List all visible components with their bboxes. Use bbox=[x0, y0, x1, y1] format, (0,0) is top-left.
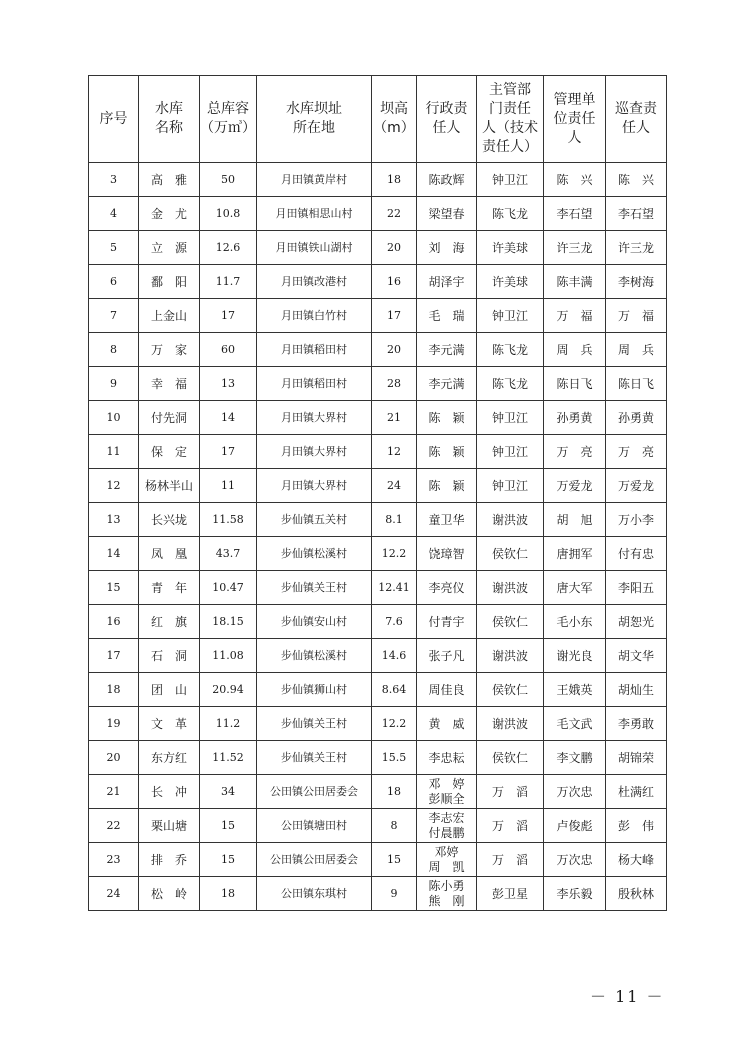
cell-total-capacity: 11.52 bbox=[200, 741, 257, 775]
cell-dept-responsible: 彭卫星 bbox=[477, 877, 544, 911]
cell-no: 6 bbox=[89, 265, 139, 299]
cell-patrol-responsible: 李勇敢 bbox=[606, 707, 667, 741]
cell-total-capacity: 13 bbox=[200, 367, 257, 401]
cell-reservoir-name: 石 洞 bbox=[139, 639, 200, 673]
cell-total-capacity: 12.6 bbox=[200, 231, 257, 265]
cell-total-capacity: 50 bbox=[200, 163, 257, 197]
cell-dept-responsible: 陈飞龙 bbox=[477, 367, 544, 401]
cell-dam-height: 28 bbox=[372, 367, 417, 401]
cell-dept-responsible: 侯钦仁 bbox=[477, 605, 544, 639]
cell-dept-responsible: 陈飞龙 bbox=[477, 197, 544, 231]
cell-total-capacity: 17 bbox=[200, 299, 257, 333]
cell-mgmt-responsible: 王娥英 bbox=[544, 673, 606, 707]
cell-no: 23 bbox=[89, 843, 139, 877]
cell-reservoir-name: 长兴垅 bbox=[139, 503, 200, 537]
cell-dam-height: 15.5 bbox=[372, 741, 417, 775]
table-body bbox=[89, 163, 667, 911]
table-row bbox=[89, 673, 667, 707]
cell-total-capacity: 18.15 bbox=[200, 605, 257, 639]
cell-dam-location: 月田镇黄岸村 bbox=[257, 163, 372, 197]
cell-total-capacity: 11.58 bbox=[200, 503, 257, 537]
header-patrol-responsible: 巡查责 任人 bbox=[606, 76, 667, 163]
cell-admin-responsible: 陈 颖 bbox=[417, 401, 477, 435]
cell-mgmt-responsible: 唐拥军 bbox=[544, 537, 606, 571]
cell-dam-location: 公田镇公田居委会 bbox=[257, 843, 372, 877]
cell-dept-responsible: 谢洪波 bbox=[477, 571, 544, 605]
cell-patrol-responsible: 殷秋林 bbox=[606, 877, 667, 911]
cell-patrol-responsible: 万小李 bbox=[606, 503, 667, 537]
header-dam-height: 坝高 （m） bbox=[372, 76, 417, 163]
cell-dept-responsible: 钟卫江 bbox=[477, 163, 544, 197]
cell-dam-height: 12.2 bbox=[372, 537, 417, 571]
cell-reservoir-name: 凤 凰 bbox=[139, 537, 200, 571]
cell-reservoir-name: 高 雅 bbox=[139, 163, 200, 197]
cell-dam-location: 月田镇白竹村 bbox=[257, 299, 372, 333]
cell-dam-location: 步仙镇关王村 bbox=[257, 741, 372, 775]
cell-dept-responsible: 侯钦仁 bbox=[477, 673, 544, 707]
cell-admin-responsible: 梁望春 bbox=[417, 197, 477, 231]
cell-dam-height: 24 bbox=[372, 469, 417, 503]
person-name-line: 邓 婷 bbox=[428, 776, 465, 791]
table-row bbox=[89, 163, 667, 197]
cell-no: 22 bbox=[89, 809, 139, 843]
cell-patrol-responsible: 陈日飞 bbox=[606, 367, 667, 401]
cell-dept-responsible: 钟卫江 bbox=[477, 299, 544, 333]
page-number: － 11 － bbox=[590, 987, 665, 1006]
table-row bbox=[89, 265, 667, 299]
cell-admin-responsible bbox=[417, 775, 477, 809]
header-no: 序号 bbox=[89, 76, 139, 163]
cell-dept-responsible: 钟卫江 bbox=[477, 469, 544, 503]
cell-admin-responsible: 陈政辉 bbox=[417, 163, 477, 197]
cell-dam-location: 月田镇稻田村 bbox=[257, 333, 372, 367]
cell-mgmt-responsible: 万 福 bbox=[544, 299, 606, 333]
cell-patrol-responsible: 胡锦荣 bbox=[606, 741, 667, 775]
cell-patrol-responsible: 万 福 bbox=[606, 299, 667, 333]
table-header-row bbox=[89, 76, 667, 163]
cell-admin-responsible: 童卫华 bbox=[417, 503, 477, 537]
cell-reservoir-name: 保 定 bbox=[139, 435, 200, 469]
cell-mgmt-responsible: 陈丰满 bbox=[544, 265, 606, 299]
header-admin-responsible: 行政责 任人 bbox=[417, 76, 477, 163]
cell-mgmt-responsible: 陈 兴 bbox=[544, 163, 606, 197]
cell-mgmt-responsible: 唐大军 bbox=[544, 571, 606, 605]
cell-dept-responsible: 钟卫江 bbox=[477, 401, 544, 435]
cell-dam-height: 16 bbox=[372, 265, 417, 299]
cell-dam-location: 公田镇公田居委会 bbox=[257, 775, 372, 809]
cell-mgmt-responsible: 陈日飞 bbox=[544, 367, 606, 401]
cell-admin-responsible: 黄 威 bbox=[417, 707, 477, 741]
cell-reservoir-name: 栗山塘 bbox=[139, 809, 200, 843]
cell-total-capacity: 18 bbox=[200, 877, 257, 911]
cell-reservoir-name: 鄱 阳 bbox=[139, 265, 200, 299]
cell-patrol-responsible: 付有忠 bbox=[606, 537, 667, 571]
cell-dam-height: 18 bbox=[372, 775, 417, 809]
cell-dam-height: 22 bbox=[372, 197, 417, 231]
table-row bbox=[89, 435, 667, 469]
cell-dam-height: 20 bbox=[372, 333, 417, 367]
cell-admin-responsible: 李亮仪 bbox=[417, 571, 477, 605]
cell-no: 14 bbox=[89, 537, 139, 571]
cell-dam-height: 12 bbox=[372, 435, 417, 469]
cell-dam-height: 7.6 bbox=[372, 605, 417, 639]
cell-patrol-responsible: 彭 伟 bbox=[606, 809, 667, 843]
header-dam-location: 水库坝址 所在地 bbox=[257, 76, 372, 163]
cell-admin-responsible: 陈 颖 bbox=[417, 469, 477, 503]
cell-no: 13 bbox=[89, 503, 139, 537]
table-row bbox=[89, 367, 667, 401]
cell-total-capacity: 17 bbox=[200, 435, 257, 469]
cell-total-capacity: 11.7 bbox=[200, 265, 257, 299]
cell-dept-responsible: 陈飞龙 bbox=[477, 333, 544, 367]
cell-reservoir-name: 文 革 bbox=[139, 707, 200, 741]
table-row bbox=[89, 299, 667, 333]
cell-reservoir-name: 排 乔 bbox=[139, 843, 200, 877]
person-name-line: 李志宏 bbox=[428, 810, 465, 825]
table-row bbox=[89, 639, 667, 673]
cell-dept-responsible: 谢洪波 bbox=[477, 707, 544, 741]
table-row bbox=[89, 707, 667, 741]
cell-mgmt-responsible: 许三龙 bbox=[544, 231, 606, 265]
cell-patrol-responsible: 杜满红 bbox=[606, 775, 667, 809]
header-dept-responsible: 主管部 门责任 人（技术 责任人） bbox=[477, 76, 544, 163]
header-total-capacity: 总库容 （万㎥） bbox=[200, 76, 257, 163]
header-reservoir-name: 水库 名称 bbox=[139, 76, 200, 163]
cell-dam-location: 月田镇稻田村 bbox=[257, 367, 372, 401]
cell-total-capacity: 20.94 bbox=[200, 673, 257, 707]
cell-dam-height: 20 bbox=[372, 231, 417, 265]
cell-reservoir-name: 杨林半山 bbox=[139, 469, 200, 503]
cell-reservoir-name: 上金山 bbox=[139, 299, 200, 333]
cell-dam-height: 12.41 bbox=[372, 571, 417, 605]
cell-no: 7 bbox=[89, 299, 139, 333]
table-row bbox=[89, 469, 667, 503]
cell-reservoir-name: 幸 福 bbox=[139, 367, 200, 401]
cell-mgmt-responsible: 胡 旭 bbox=[544, 503, 606, 537]
cell-dam-height: 14.6 bbox=[372, 639, 417, 673]
person-name-line: 付晨鹏 bbox=[428, 825, 465, 840]
cell-dept-responsible: 许美球 bbox=[477, 265, 544, 299]
cell-mgmt-responsible: 李石望 bbox=[544, 197, 606, 231]
cell-admin-responsible: 周佳良 bbox=[417, 673, 477, 707]
cell-reservoir-name: 立 源 bbox=[139, 231, 200, 265]
cell-dept-responsible: 谢洪波 bbox=[477, 639, 544, 673]
cell-mgmt-responsible: 万爱龙 bbox=[544, 469, 606, 503]
cell-admin-responsible bbox=[417, 843, 477, 877]
cell-dam-location: 步仙镇安山村 bbox=[257, 605, 372, 639]
cell-dept-responsible: 万 滔 bbox=[477, 809, 544, 843]
cell-dam-height: 9 bbox=[372, 877, 417, 911]
cell-patrol-responsible: 周 兵 bbox=[606, 333, 667, 367]
cell-no: 16 bbox=[89, 605, 139, 639]
cell-dam-location: 步仙镇关王村 bbox=[257, 571, 372, 605]
cell-total-capacity: 43.7 bbox=[200, 537, 257, 571]
table-row bbox=[89, 401, 667, 435]
cell-total-capacity: 11 bbox=[200, 469, 257, 503]
cell-reservoir-name: 红 旗 bbox=[139, 605, 200, 639]
cell-patrol-responsible: 胡灿生 bbox=[606, 673, 667, 707]
cell-mgmt-responsible: 毛小东 bbox=[544, 605, 606, 639]
table-row bbox=[89, 775, 667, 809]
cell-dept-responsible: 侯钦仁 bbox=[477, 741, 544, 775]
cell-dam-location: 公田镇东琪村 bbox=[257, 877, 372, 911]
cell-mgmt-responsible: 万次忠 bbox=[544, 775, 606, 809]
cell-dept-responsible: 钟卫江 bbox=[477, 435, 544, 469]
cell-reservoir-name: 金 尤 bbox=[139, 197, 200, 231]
person-name-line: 熊 刚 bbox=[428, 893, 465, 908]
cell-dam-location: 步仙镇松溪村 bbox=[257, 639, 372, 673]
cell-total-capacity: 15 bbox=[200, 809, 257, 843]
cell-reservoir-name: 付先洞 bbox=[139, 401, 200, 435]
cell-dept-responsible: 万 滔 bbox=[477, 843, 544, 877]
cell-no: 11 bbox=[89, 435, 139, 469]
cell-dam-height: 17 bbox=[372, 299, 417, 333]
cell-no: 8 bbox=[89, 333, 139, 367]
cell-dept-responsible: 许美球 bbox=[477, 231, 544, 265]
cell-patrol-responsible: 万爱龙 bbox=[606, 469, 667, 503]
cell-admin-responsible: 饶璋智 bbox=[417, 537, 477, 571]
cell-dam-location: 步仙镇松溪村 bbox=[257, 537, 372, 571]
table-row bbox=[89, 537, 667, 571]
cell-total-capacity: 15 bbox=[200, 843, 257, 877]
cell-mgmt-responsible: 毛文武 bbox=[544, 707, 606, 741]
cell-mgmt-responsible: 李文鹏 bbox=[544, 741, 606, 775]
cell-no: 20 bbox=[89, 741, 139, 775]
table-row bbox=[89, 877, 667, 911]
cell-patrol-responsible: 李树海 bbox=[606, 265, 667, 299]
table-row bbox=[89, 809, 667, 843]
cell-mgmt-responsible: 万次忠 bbox=[544, 843, 606, 877]
header-mgmt-responsible: 管理单 位责任 人 bbox=[544, 76, 606, 163]
cell-patrol-responsible: 孙勇黄 bbox=[606, 401, 667, 435]
cell-total-capacity: 10.47 bbox=[200, 571, 257, 605]
cell-mgmt-responsible: 卢俊彪 bbox=[544, 809, 606, 843]
cell-mgmt-responsible: 谢光良 bbox=[544, 639, 606, 673]
cell-no: 4 bbox=[89, 197, 139, 231]
cell-no: 19 bbox=[89, 707, 139, 741]
table-row bbox=[89, 333, 667, 367]
cell-admin-responsible: 陈 颖 bbox=[417, 435, 477, 469]
cell-dam-height: 18 bbox=[372, 163, 417, 197]
cell-dam-location: 月田镇相思山村 bbox=[257, 197, 372, 231]
cell-no: 12 bbox=[89, 469, 139, 503]
cell-dam-height: 8.64 bbox=[372, 673, 417, 707]
cell-dam-location: 月田镇大界村 bbox=[257, 469, 372, 503]
cell-patrol-responsible: 李阳五 bbox=[606, 571, 667, 605]
cell-reservoir-name: 团 山 bbox=[139, 673, 200, 707]
person-name-line: 邓婷 bbox=[434, 844, 459, 859]
cell-admin-responsible bbox=[417, 877, 477, 911]
cell-total-capacity: 60 bbox=[200, 333, 257, 367]
cell-mgmt-responsible: 孙勇黄 bbox=[544, 401, 606, 435]
cell-admin-responsible: 李元满 bbox=[417, 367, 477, 401]
person-name-line: 陈小勇 bbox=[428, 878, 465, 893]
cell-dam-location: 步仙镇五关村 bbox=[257, 503, 372, 537]
cell-admin-responsible bbox=[417, 809, 477, 843]
person-name-line: 彭顺全 bbox=[428, 791, 465, 806]
cell-dept-responsible: 万 滔 bbox=[477, 775, 544, 809]
table-row bbox=[89, 741, 667, 775]
reservoir-responsibility-table bbox=[88, 75, 667, 911]
cell-total-capacity: 10.8 bbox=[200, 197, 257, 231]
cell-dam-height: 12.2 bbox=[372, 707, 417, 741]
table-row bbox=[89, 605, 667, 639]
table-row bbox=[89, 231, 667, 265]
cell-reservoir-name: 松 岭 bbox=[139, 877, 200, 911]
cell-patrol-responsible: 万 亮 bbox=[606, 435, 667, 469]
cell-no: 24 bbox=[89, 877, 139, 911]
cell-dept-responsible: 谢洪波 bbox=[477, 503, 544, 537]
cell-admin-responsible: 张子凡 bbox=[417, 639, 477, 673]
cell-no: 18 bbox=[89, 673, 139, 707]
cell-dam-location: 月田镇大界村 bbox=[257, 435, 372, 469]
cell-no: 15 bbox=[89, 571, 139, 605]
cell-no: 17 bbox=[89, 639, 139, 673]
cell-mgmt-responsible: 李乐毅 bbox=[544, 877, 606, 911]
cell-patrol-responsible: 李石望 bbox=[606, 197, 667, 231]
cell-dam-height: 15 bbox=[372, 843, 417, 877]
table-row bbox=[89, 843, 667, 877]
cell-no: 9 bbox=[89, 367, 139, 401]
cell-mgmt-responsible: 万 亮 bbox=[544, 435, 606, 469]
cell-total-capacity: 11.08 bbox=[200, 639, 257, 673]
cell-dam-location: 步仙镇狮山村 bbox=[257, 673, 372, 707]
cell-total-capacity: 34 bbox=[200, 775, 257, 809]
cell-admin-responsible: 付青宇 bbox=[417, 605, 477, 639]
cell-patrol-responsible: 胡恕光 bbox=[606, 605, 667, 639]
person-name-line: 周 凯 bbox=[428, 859, 465, 874]
cell-no: 5 bbox=[89, 231, 139, 265]
table-row bbox=[89, 503, 667, 537]
cell-patrol-responsible: 许三龙 bbox=[606, 231, 667, 265]
cell-admin-responsible: 李元满 bbox=[417, 333, 477, 367]
cell-no: 3 bbox=[89, 163, 139, 197]
cell-reservoir-name: 长 冲 bbox=[139, 775, 200, 809]
cell-dept-responsible: 侯钦仁 bbox=[477, 537, 544, 571]
cell-no: 10 bbox=[89, 401, 139, 435]
cell-dam-location: 公田镇塘田村 bbox=[257, 809, 372, 843]
cell-total-capacity: 11.2 bbox=[200, 707, 257, 741]
cell-patrol-responsible: 陈 兴 bbox=[606, 163, 667, 197]
cell-admin-responsible: 李忠耘 bbox=[417, 741, 477, 775]
table-row bbox=[89, 197, 667, 231]
cell-no: 21 bbox=[89, 775, 139, 809]
cell-dam-location: 步仙镇关王村 bbox=[257, 707, 372, 741]
cell-patrol-responsible: 胡文华 bbox=[606, 639, 667, 673]
cell-patrol-responsible: 杨大峰 bbox=[606, 843, 667, 877]
cell-dam-location: 月田镇改港村 bbox=[257, 265, 372, 299]
cell-mgmt-responsible: 周 兵 bbox=[544, 333, 606, 367]
cell-dam-location: 月田镇铁山湖村 bbox=[257, 231, 372, 265]
cell-total-capacity: 14 bbox=[200, 401, 257, 435]
cell-admin-responsible: 刘 海 bbox=[417, 231, 477, 265]
table-row bbox=[89, 571, 667, 605]
cell-admin-responsible: 毛 瑞 bbox=[417, 299, 477, 333]
cell-admin-responsible: 胡泽宇 bbox=[417, 265, 477, 299]
cell-dam-height: 8 bbox=[372, 809, 417, 843]
cell-reservoir-name: 万 家 bbox=[139, 333, 200, 367]
cell-dam-location: 月田镇大界村 bbox=[257, 401, 372, 435]
cell-dam-height: 21 bbox=[372, 401, 417, 435]
cell-reservoir-name: 青 年 bbox=[139, 571, 200, 605]
cell-dam-height: 8.1 bbox=[372, 503, 417, 537]
cell-reservoir-name: 东方红 bbox=[139, 741, 200, 775]
